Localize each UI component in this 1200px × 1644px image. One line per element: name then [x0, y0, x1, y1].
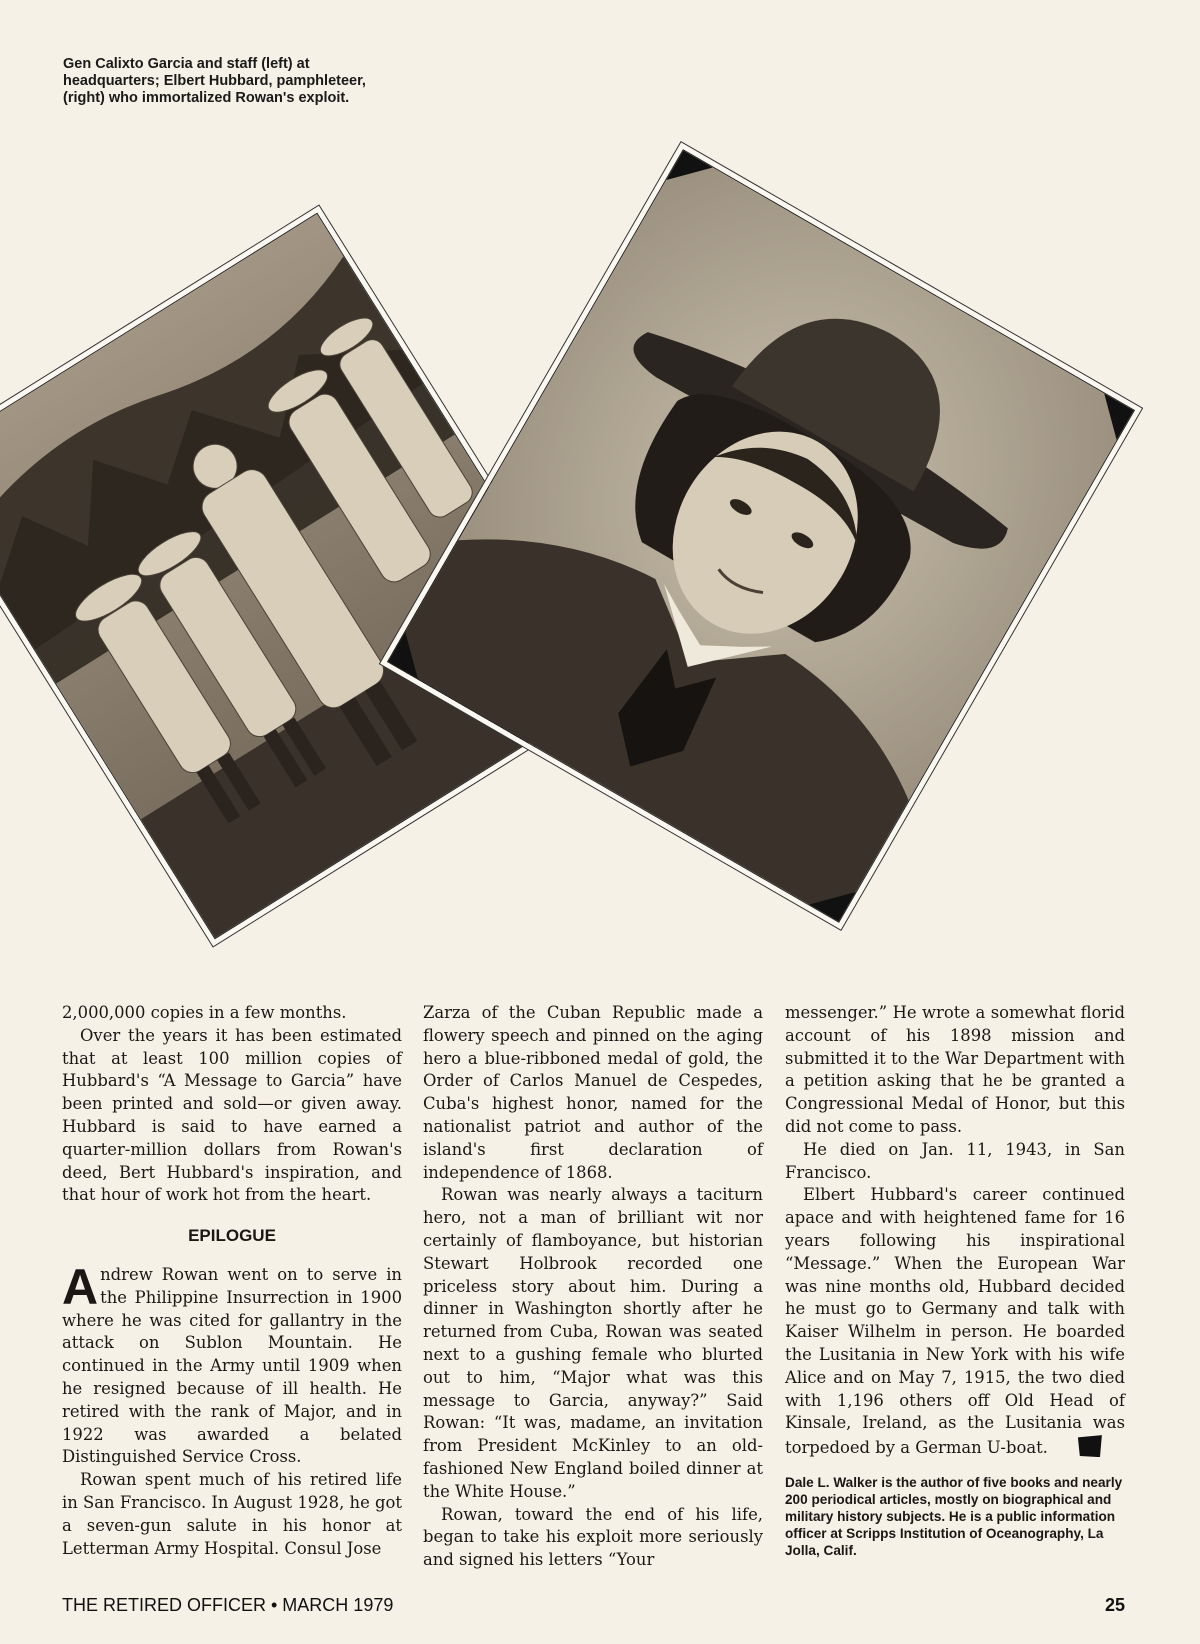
section-heading: EPILOGUE: [188, 1226, 276, 1246]
article-column-1: [62, 1002, 402, 1560]
publication-line: THE RETIRED OFFICER • MARCH 1979: [62, 1595, 394, 1615]
paragraph: Rowan was nearly always a taciturn hero, not a man of brilliant wit nor certainly of flamboyance, but historian Stewart Holbrook recorded one priceless story about him. During a dinner in Washington shortly after he returned from Cuba, Rowan was seated next to a gushing female who blurted out to him, “Major what was this message to Garcia, anyway?” Said Rowan: “It was, madame, an invitation from President McKinley to an old-fashioned New England boiled dinner at the White House.”: [423, 1185, 763, 1501]
article-column-3: [785, 1002, 1125, 1559]
paragraph: Zarza of the Cuban Republic made a flowery speech and pinned on the aging hero a blue-ribboned medal of gold, the Order of Carlos Manuel de Cespedes, Cuba's highest honor, named for the nationalist patriot and author of the island's first declaration of independence of 1868.: [423, 1003, 763, 1182]
paragraph: He died on Jan. 11, 1943, in San Francisco.: [785, 1139, 1125, 1182]
paragraph-text: Elbert Hubbard's career continued apace and with heightened fame for 16 years following his inspirational “Message.” When the European War was nine months old, Hubbard decided he must go to Germany and talk with Kaiser Wilhelm in person. He boarded the Lusitania in New York with his wife Alice and on May 7, 1915, the two died with 1,196 others off Old Head of Kinsale, Ireland, as the Lusitania was torpedoed by a German U-boat.: [785, 1185, 1125, 1458]
paragraph: Rowan, toward the end of his life, began to take his exploit more seriously and signed his letters “Your: [423, 1504, 763, 1570]
page-number: 25: [1104, 1595, 1125, 1615]
drop-cap: A: [62, 1258, 99, 1315]
author-bio: Dale L. Walker is the author of five books and nearly 200 periodical articles, mostly on biographical and military history subjects. He is a public information officer at Scripps Institution of Oceanography, La Jolla, Calif.: [785, 1474, 1123, 1558]
photo-elbert-hubbard: [387, 149, 1135, 923]
paragraph-end: [785, 1184, 1125, 1460]
paragraph: messenger.” He wrote a somewhat florid account of his 1898 mission and submitted it to the War Department with a petition asking that he be granted a Congressional Medal of Honor, but this did not come to pass.: [785, 1003, 1125, 1136]
page-footer: [62, 1595, 1125, 1616]
photo-caption: Gen Calixto Garcia and staff (left) at headquarters; Elbert Hubbard, pamphleteer, (right) who immortalized Rowan's exploit.: [63, 56, 366, 106]
paragraph: Over the years it has been estimated that at least 100 million copies of Hubbard's “A Message to Garcia” have been printed and sold—or given away. Hubbard is said to have earned a quarter-million dollars from Rowan's deed, Bert Hubbard's inspiration, and that hour of work hot from the heart.: [62, 1025, 402, 1205]
end-mark-icon: [1078, 1435, 1102, 1457]
article-column-2: [423, 1002, 763, 1572]
paragraph-text: ndrew Rowan went on to serve in the Philippine Insurrection in 1900 where he was cited for gallantry in the attack on Sublon Mountain. He continued in the Army until 1909 when he resigned because of ill health. He retired with the rank of Major, and in 1922 was awarded a belated Distinguished Service Cross.: [62, 1264, 402, 1467]
paragraph: Rowan spent much of his retired life in San Francisco. In August 1928, he got a seven-gun salute in his honor at Letterman Army Hospital. Consul Jose: [62, 1470, 402, 1558]
paragraph: 2,000,000 copies in a few months.: [62, 1003, 347, 1022]
paragraph-with-dropcap: [62, 1258, 402, 1469]
